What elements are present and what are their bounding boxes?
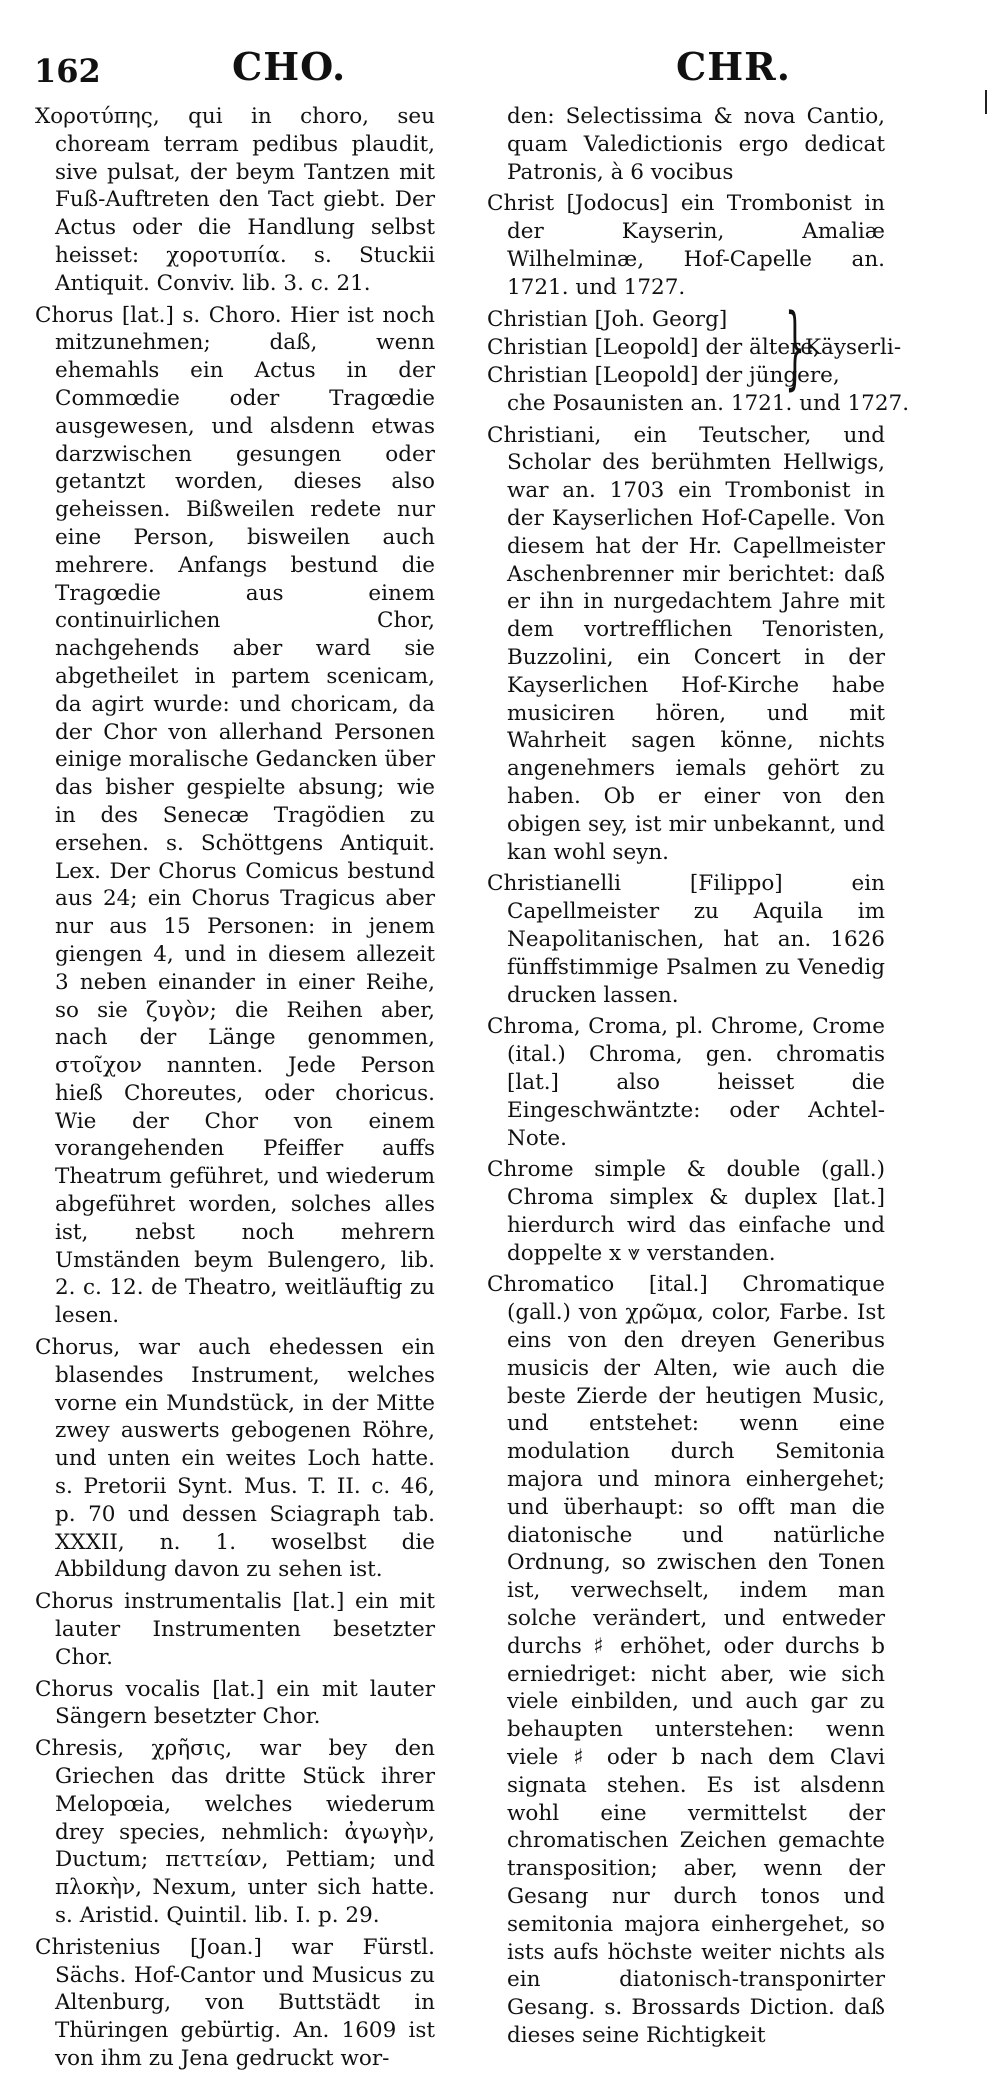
left-running-head: CHO. <box>232 44 347 89</box>
entry-chresis: Chresis, χρῆσις, war bey den Griechen das dritte Stück ihrer Melopœia, welches wiederum drey species, nehmlich: ἀγωγὴν, Ductum; πεττείαν, Pettiam; und πλοκὴν, Nexum, unter sich hatte. s. Aristid. Quintil. lib. I. p. 29. <box>35 1736 435 1928</box>
left-column <box>35 103 435 2077</box>
group-shared-label: Käyserli- <box>805 334 902 360</box>
entry-chrome-simple: Chrome simple & double (gall.) Chroma simplex & duplex [lat.] hierdurch wird das einfache und doppelte x ⩔ verstanden. <box>487 1157 885 1266</box>
entry-christ: Christ [Jodocus] ein Trombonist in der Kayserin, Amaliæ Wilhelminæ, Hof-Capelle an. 1721. und 1727. <box>487 191 885 300</box>
group-shared-label-continued: che Posaunisten an. 1721. und 1727. <box>507 390 910 416</box>
christian-name-2: Christian [Leopold] der ältere, <box>487 334 820 360</box>
page-number: 162 <box>34 52 101 90</box>
entry-christianelli: Christianelli [Filippo] ein Capellmeister zu Aquila im Neapolitanischen, hat an. 1626 fünffstimmige Psalmen zu Venedig drucken lassen. <box>487 871 885 1008</box>
entry-chorus-instrument: Chorus, war auch ehedessen ein blasendes Instrument, welches vorne ein Mundstück, in der Mitte zwey auswerts gebogenen Röhre, und unten ein weites Loch hatte. s. Pretorii Synt. Mus. T. II. c. 46, p. 70 und dessen Sciagraph tab. XXXII, n. 1. woselbst die Abbildung davon zu sehen ist. <box>35 1335 435 1583</box>
right-running-head: CHR. <box>676 44 791 89</box>
christian-group <box>487 294 910 418</box>
christian-name-3: Christian [Leopold] der jüngere, <box>487 362 840 388</box>
entry-christenius: Christenius [Joan.] war Fürstl. Sächs. Hof-Cantor und Musicus zu Altenburg, von Buttstädt in Thüringen gebürtig. An. 1609 ist von ihm zu Jena gedruckt wor- <box>35 1934 435 2071</box>
page-header <box>0 44 1000 104</box>
entry-chorus: Chorus [lat.] s. Choro. Hier ist noch mitzunehmen; daß, wenn ehemahls ein Actus in der Commœdie oder Tragœdie ausgewesen, und alsdenn etwas darzwischen gesungen oder getantzt worden, dieses also geheissen. Bißweilen redete nur eine Person, bisweilen auch mehrere. Anfangs bestund die Tragœdie aus einem continuirlichen Chor, nachgehends aber ward sie abgetheilet in partem scenicam, da agirt wurde: und choricam, da der Chor von allerhand Personen einige moralische Gedancken über das bisher gespielte absung; wie in des Senecæ Tragödien zu ersehen. s. Schöttgens Antiquit. Lex. Der Chorus Comicus bestund aus 24; ein Chorus Tragicus aber nur aus 15 Personen: in jenem giengen 4, und in diesem allezeit 3 neben einander in einer Reihe, so sie ζυγὸν; die Reihen aber, nach der Länge genommen, στοῖχον nannten. Jede Person hieß Choreutes, oder choricus. Wie der Chor von einem vorangehenden Pfeiffer auffs Theatrum geführet, und wiederum abgeführet worden, solches alles ist, nebst noch mehrern Umständen beym Bulengero, lib. 2. c. 12. de Theatro, weitläuftig zu lesen. <box>35 302 435 1329</box>
entry-chorus-vocalis: Chorus vocalis [lat.] ein mit lauter Sängern besetzter Chor. <box>35 1676 435 1730</box>
entry-chorotypes: Χοροτύπης, qui in choro, seu choream terram pedibus plaudit, sive pulsat, der beym Tantzen mit Fuß-Auftreten den Tact giebt. Der Actus oder die Handlung selbst heisset: χοροτυπία. s. Stuckii Antiquit. Conviv. lib. 3. c. 21. <box>35 104 435 296</box>
entry-christenius-continued: den: Selectissima & nova Cantio, quam Valedictionis ergo dedicat Patronis, à 6 vocibus <box>507 104 885 185</box>
right-column <box>487 103 910 2054</box>
entry-chroma: Chroma, Croma, pl. Chrome, Crome (ital.) Chroma, gen. chromatis [lat.] also heisset die Eingeschwäntzte: oder Achtel-Note. <box>487 1014 885 1151</box>
entry-chorus-instrumentalis: Chorus instrumentalis [lat.] ein mit lauter Instrumenten besetzter Chor. <box>35 1589 435 1670</box>
christian-name-1: Christian [Joh. Georg] <box>487 306 728 332</box>
group-brace: } <box>785 294 806 400</box>
entry-chromatico: Chromatico [ital.] Chromatique (gall.) von χρῶμα, color, Farbe. Ist eins von den dreyen Generibus musicis der Alten, wie auch die beste Zierde der heutigen Music, und entstehet: wenn eine modulation durch Semitonia majora und minora einhergehet; und überhaupt: so offt man die diatonische und natürliche Ordnung, so zwischen den Tonen ist, verwechselt, indem man solche verändert, und entweder durchs ♯ erhöhet, oder durchs b erniedriget: nicht aber, wie sich viele einbilden, und auch gar zu behaupten unterstehen: wenn viele ♯ oder b nach dem Clavi signata stehen. Es ist alsdenn wohl eine vermittelst der chromatischen Zeichen gemachte transposition; aber, wenn der Gesang nur durch tonos und semitonia majora einhergehet, so ists aufs höchste weiter nichts als ein diatonisch-transponirter Gesang. s. Brossards Diction. daß dieses seine Richtigkeit <box>487 1272 885 2048</box>
entry-christiani: Christiani, ein Teutscher, und Scholar des berühmten Hellwigs, war an. 1703 ein Trombonist in der Kayserlichen Hof-Capelle. Von diesem hat der Hr. Capellmeister Aschenbrenner mir berichtet: daß er ihn in nurgedachtem Jahre mit dem vortrefflichen Tenoristen, Buzzolini, ein Concert in der Kayserlichen Hof-Kirche habe musiciren hören, und mit Wahrheit sagen könne, nichts angenehmers iemals gehört zu haben. Ob er einer von den obigen sey, ist mir unbekannt, und kan wohl seyn. <box>487 422 885 865</box>
